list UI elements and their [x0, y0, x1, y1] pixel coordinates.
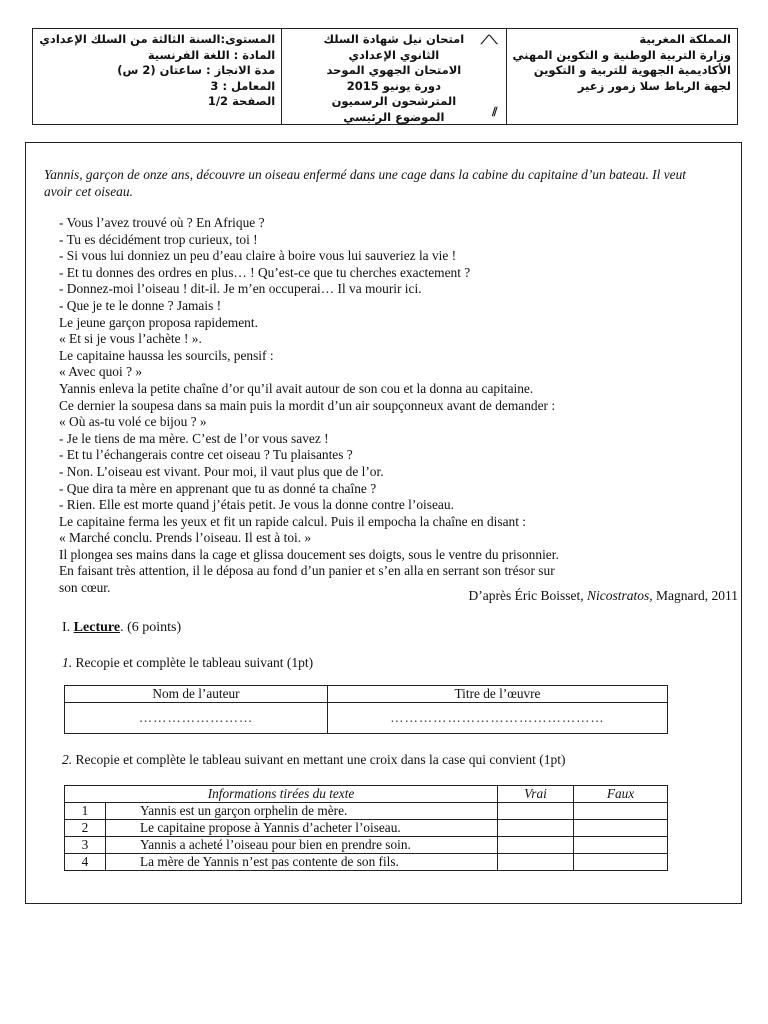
header-academy: الأكاديمية الجهوية للتربية و التكوين [533, 63, 731, 77]
true-false-table [64, 785, 668, 871]
row-statement: Yannis est un garçon orphelin de mère. [106, 803, 498, 820]
section-points: . (6 points) [120, 620, 182, 635]
header-kingdom: المملكة المغربية [639, 32, 731, 46]
col-author-header: Nom de l’auteur [65, 686, 328, 703]
title-answer-cell[interactable]: ……………………………………… [328, 703, 668, 734]
col-info-header: Informations tirées du texte [65, 786, 498, 803]
header-mid-line: امتحان نيل شهادة السلك [323, 32, 465, 46]
text-line: « Marché conclu. Prends l’oiseau. Il est à toi. » [59, 530, 312, 546]
vrai-checkbox-cell[interactable] [498, 837, 574, 854]
table-row [65, 837, 668, 854]
question-1 [62, 655, 313, 671]
header-mid-line: الثانوي الإعدادي [348, 47, 440, 62]
text-line: - Si vous lui donniez un peu d’eau claire à boire vous lui sauveriez la vie ! [59, 248, 457, 264]
corner-mark-icon: ⟋⟍ [480, 33, 498, 47]
text-line: - Et tu donnes des ordres en plus… ! Qu’est-ce que tu cherches exactement ? [59, 264, 471, 280]
text-line: Yannis enleva la petite chaîne d’or qu’il avait autour de son cou et la donna au capitaine. [59, 380, 534, 396]
question-text: Recopie et complète le tableau suivant (1pt) [72, 655, 314, 670]
vrai-checkbox-cell[interactable] [498, 803, 574, 820]
text-line: Ce dernier la soupesa dans sa main puis la mordit d’un air soupçonneux avant de demander : [59, 397, 556, 413]
header-subject: المادة : اللغة الفرنسية [147, 47, 276, 62]
row-number: 3 [65, 837, 106, 854]
faux-checkbox-cell[interactable] [574, 854, 668, 871]
row-statement: La mère de Yannis n’est pas contente de son fils. [106, 854, 498, 871]
text-line: - Je le tiens de ma mère. C’est de l’or vous savez ! [59, 430, 329, 446]
text-intro: Yannis, garçon de onze ans, découvre un oiseau enfermé dans une cage dans la cabine du capitaine d’un bateau. Il veut avoir cet oiseau. [44, 167, 687, 199]
table-row [65, 803, 668, 820]
row-number: 1 [65, 803, 106, 820]
section-roman: I. [62, 620, 71, 635]
text-line: En faisant très attention, il le déposa au fond d’un panier et s’en alla en serrant son trésor sur [59, 563, 555, 579]
exam-header [32, 28, 738, 125]
header-ministry: وزارة التربية الوطنية و التكوين المهني [512, 47, 731, 62]
vrai-checkbox-cell[interactable] [498, 820, 574, 837]
question-number: 1. [62, 655, 73, 670]
corner-mark-icon: ⫽ [492, 104, 498, 119]
header-mid-line: الموضوع الرئيسي [343, 109, 445, 124]
col-faux-header: Faux [574, 786, 668, 803]
header-institution [507, 29, 737, 124]
row-number: 2 [65, 820, 106, 837]
text-line: - Tu es décidément trop curieux, toi ! [59, 231, 258, 247]
col-vrai-header: Vrai [498, 786, 574, 803]
header-region: لجهة الرباط سلا زمور زعير [577, 78, 731, 93]
text-line: - Rien. Elle est morte quand j’étais petit. Je vous la donne contre l’oiseau. [59, 497, 454, 513]
text-line: « Avec quoi ? » [59, 364, 143, 380]
text-line: Le jeune garçon proposa rapidement. [59, 314, 258, 330]
author-answer-cell[interactable]: …………………… [65, 703, 328, 734]
faux-checkbox-cell[interactable] [574, 837, 668, 854]
text-line: Il plongea ses mains dans la cage et glissa doucement ses doigts, sous le ventre du prisonnier. [59, 546, 559, 562]
col-title-header: Titre de l’œuvre [328, 686, 668, 703]
text-line: - Et tu l’échangerais contre cet oiseau ? Tu plaisantes ? [59, 447, 353, 463]
header-coefficient: المعامل : 3 [210, 78, 276, 93]
row-statement: Yannis a acheté l’oiseau pour bien en prendre soin. [106, 837, 498, 854]
question-number: 2. [62, 752, 73, 767]
table-row [65, 854, 668, 871]
text-line: son cœur. [59, 580, 111, 596]
text-line: - Que dira ta mère en apprenant que tu as donné ta chaîne ? [59, 480, 377, 496]
text-line: Le capitaine haussa les sourcils, pensif : [59, 347, 274, 363]
text-line: - Vous l’avez trouvé où ? En Afrique ? [59, 215, 265, 230]
vrai-checkbox-cell[interactable] [498, 854, 574, 871]
text-line: - Donnez-moi l’oiseau ! dit-il. Je m’en occuperai… Il va mourir ici. [59, 281, 422, 297]
question-2 [62, 752, 565, 768]
text-credit [469, 588, 738, 604]
header-exam-details [33, 29, 282, 124]
text-line: - Non. L’oiseau est vivant. Pour moi, il vaut plus que de l’or. [59, 463, 384, 479]
credit-author: D’après Éric Boisset, [468, 588, 584, 603]
text-line: « Et si je vous l’achète ! ». [59, 331, 202, 347]
question-text: Recopie et complète le tableau suivant en mettant une croix dans la case qui convient (1pt) [72, 752, 566, 767]
text-line: - Que je te le donne ? Jamais ! [59, 297, 222, 313]
header-mid-line: الامتحان الجهوي الموحد [326, 63, 462, 77]
row-number: 4 [65, 854, 106, 871]
header-mid-line: المترشحون الرسميون [331, 94, 457, 108]
table-row [65, 820, 668, 837]
header-mid-line: دورة يونيو 2015 [346, 78, 441, 93]
author-title-table [64, 685, 668, 734]
header-duration: مدة الانجاز : ساعتان (2 س) [117, 63, 276, 77]
text-line: « Où as-tu volé ce bijou ? » [59, 414, 207, 430]
credit-title: Nicostratos, [587, 588, 653, 603]
header-exam-title [282, 29, 506, 124]
row-statement: Le capitaine propose à Yannis d’acheter l’oiseau. [106, 820, 498, 837]
text-line: Le capitaine ferma les yeux et fit un rapide calcul. Puis il empocha la chaîne en disant : [59, 513, 527, 529]
header-level: المستوى:السنة الثالثة من السلك الإعدادي [39, 32, 276, 46]
section-label: Lecture [73, 620, 121, 635]
section-title [62, 620, 181, 636]
credit-publisher: Magnard, 2011 [656, 588, 738, 603]
text-body [59, 215, 739, 597]
faux-checkbox-cell[interactable] [574, 803, 668, 820]
header-page: الصفحة 1/2 [207, 94, 276, 108]
faux-checkbox-cell[interactable] [574, 820, 668, 837]
